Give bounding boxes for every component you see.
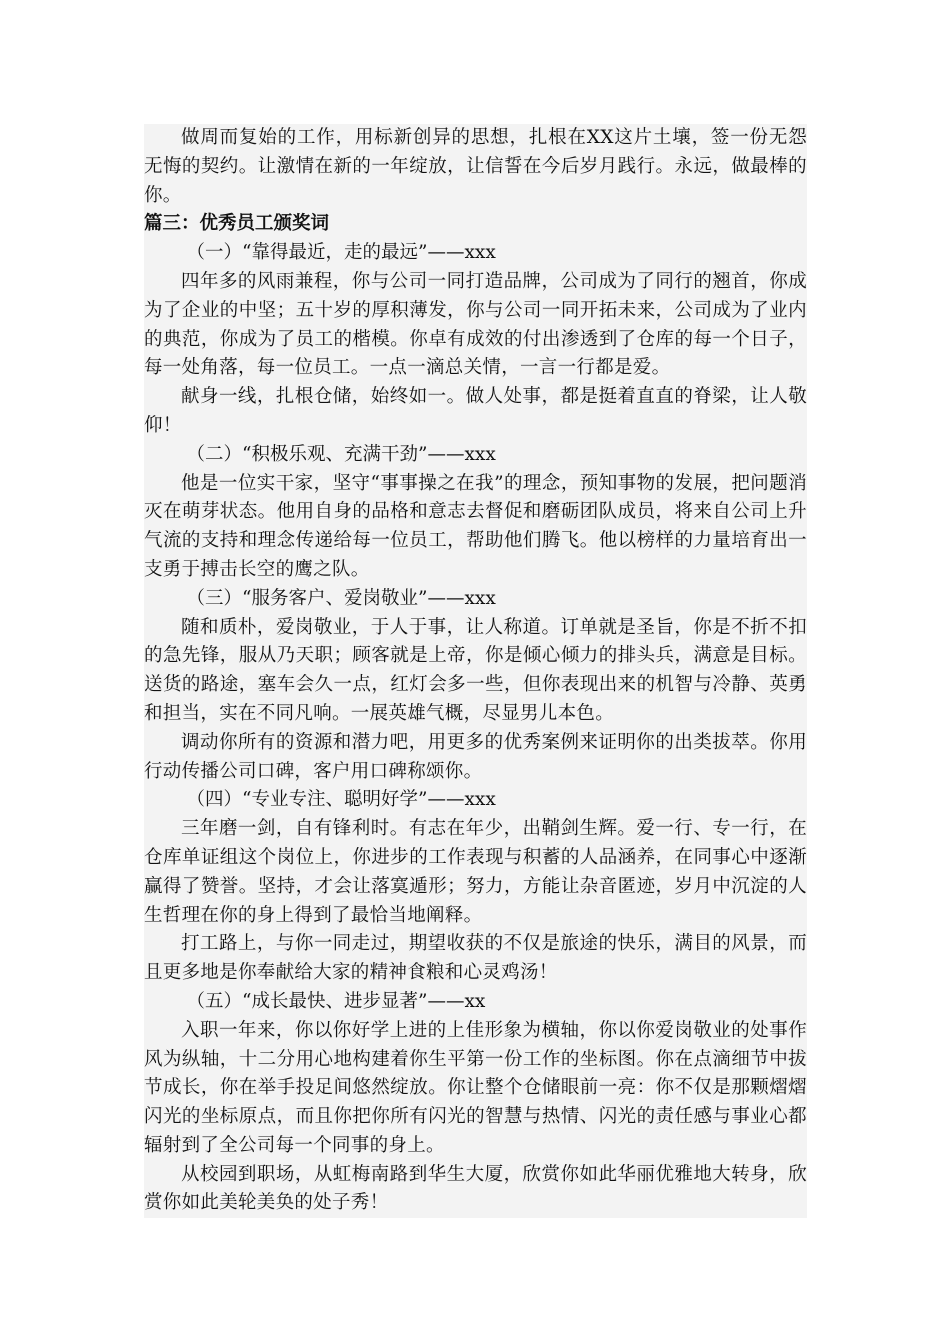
award-4-paragraph-1: 三年磨一剑，自有锋利时。有志在年少，出鞘剑生辉。爱一行、专一行，在仓库单证组这个岗位上，你进步的工作表现与积蓄的人品涵养，在同事心中逐渐赢得了赞誉。坚持，才会让落寞遁形；努力，方能让杂音匿迹，岁月中沉淀的人生哲理在你的身上得到了最恰当地阐释。 <box>144 818 807 926</box>
award-subtitle-1: （一）“靠得最近，走的最远”——xxx <box>186 242 496 264</box>
section-title: 篇三：优秀员工颁奖词 <box>144 213 330 235</box>
award-3-paragraph-2: 调动你所有的资源和潜力吧，用更多的优秀案例来证明你的出类拔萃。你用行动传播公司口碑，客户用口碑称颂你。 <box>144 731 807 782</box>
award-2-paragraph-1: 他是一位实干家，坚守“事事操之在我”的理念，预知事物的发展，把问题消灭在萌芽状态。他用自身的品格和意志去督促和磨砺团队成员，将来自公司上升气流的支持和理念传递给每一位员工，帮助他们腾飞。他以榜样的力量培育出一支勇于搏击长空的鹰之队。 <box>144 472 807 580</box>
award-subtitle-2: （二）“积极乐观、充满干劲”——xxx <box>186 443 496 465</box>
award-subtitle-5: （五）“成长最快、进步显著”——xx <box>186 990 486 1012</box>
award-5-paragraph-2: 从校园到职场，从虹梅南路到华生大厦，欣赏你如此华丽优雅地大转身，欣赏你如此美轮美奂的处子秀！ <box>144 1163 807 1214</box>
award-5-paragraph-1: 入职一年来，你以你好学上进的上佳形象为横轴，你以你爱岗敬业的处事作风为纵轴，十二分用心地构建着你生平第一份工作的坐标图。你在点滴细节中拔节成长，你在举手投足间悠然绽放。你让整个仓储眼前一亮：你不仅是那颗熠熠闪光的坐标原点，而且你把你所有闪光的智慧与热情、闪光的责任感与事业心都辐射到了全公司每一个同事的身上。 <box>144 1019 807 1156</box>
award-3-paragraph-1: 随和质朴，爱岗敬业，于人于事，让人称道。订单就是圣旨，你是不折不扣的急先锋，服从乃天职；顾客就是上帝，你是倾心倾力的排头兵，满意是目标。送货的路途，塞车会久一点，红灯会多一些，但你表现出来的机智与冷静、英勇和担当，实在不同凡响。一展英雄气概，尽显男儿本色。 <box>144 616 807 724</box>
award-subtitle-3: （三）“服务客户、爱岗敬业”——xxx <box>186 587 496 609</box>
intro-paragraph: 做周而复始的工作，用标新创异的思想，扎根在XX这片土壤，签一份无怨无悔的契约。让激情在新的一年绽放，让信誓在今后岁月践行。永远，做最棒的你。 <box>144 127 807 206</box>
award-1-paragraph-1: 四年多的风雨兼程，你与公司一同打造品牌，公司成为了同行的翘首，你成为了企业的中坚；五十岁的厚积薄发，你与公司一同开拓未来，公司成为了业内的典范，你成为了员工的楷模。你卓有成效的付出渗透到了仓库的每一个日子，每一处角落，每一位员工。一点一滴总关情，一言一行都是爱。 <box>144 270 807 379</box>
document-text-block <box>144 124 807 1218</box>
award-4-paragraph-2: 打工路上，与你一同走过，期望收获的不仅是旅途的快乐，满目的风景，而且更多地是你奉献给大家的精神食粮和心灵鸡汤！ <box>144 933 807 984</box>
award-subtitle-4: （四）“专业专注、聪明好学”——xxx <box>186 789 496 811</box>
award-1-paragraph-2: 献身一线，扎根仓储，始终如一。做人处事，都是挺着直直的脊梁，让人敬仰！ <box>144 386 807 436</box>
